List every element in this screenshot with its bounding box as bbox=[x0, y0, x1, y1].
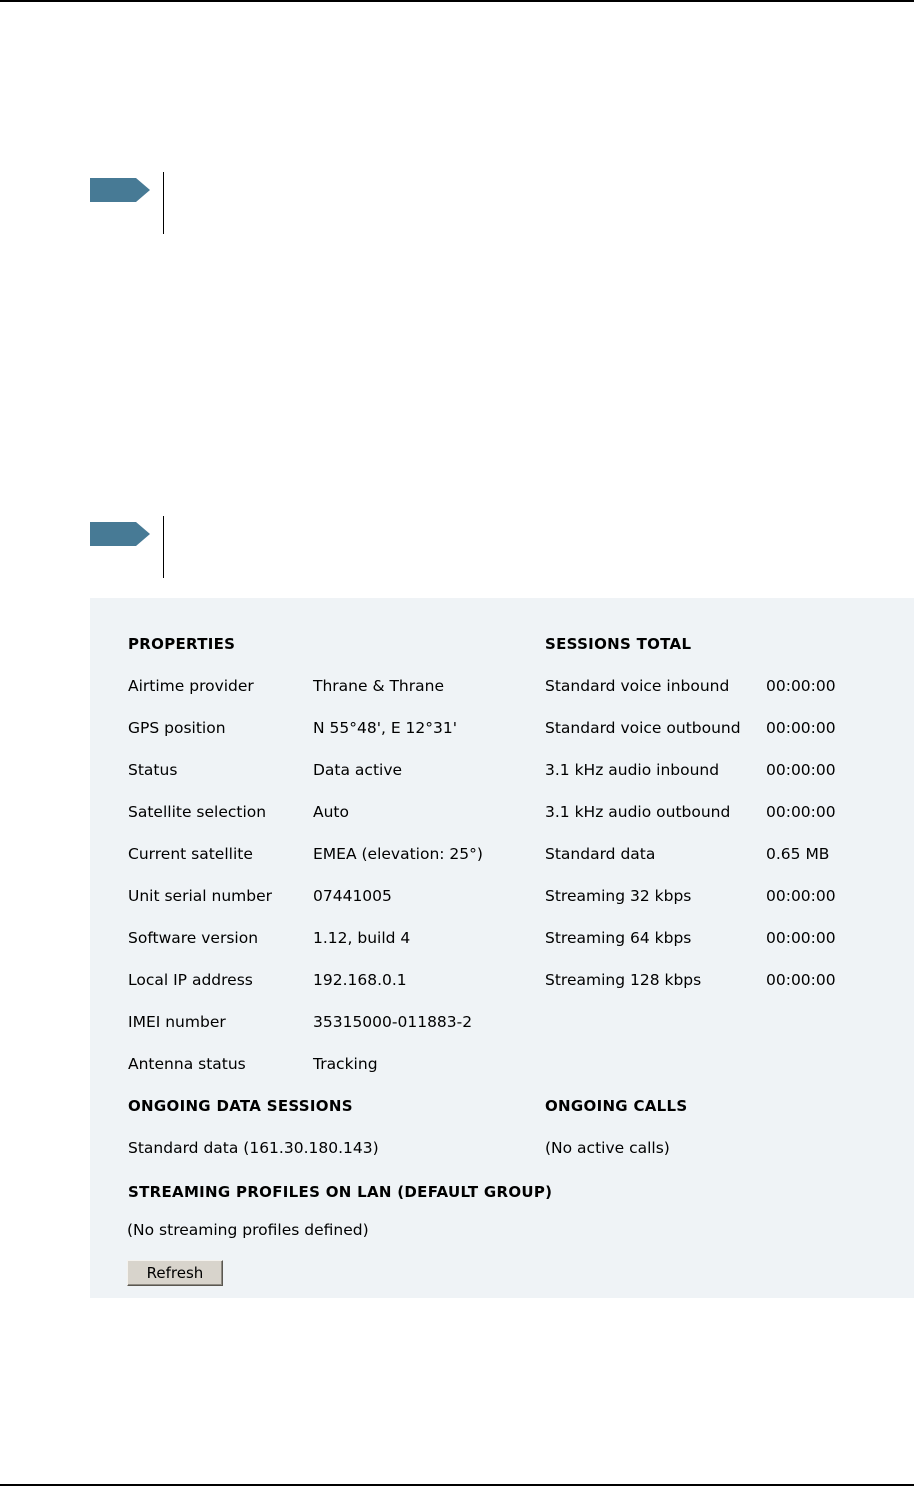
note-marker bbox=[90, 172, 170, 236]
property-value: Data active bbox=[313, 761, 403, 779]
property-label: Satellite selection bbox=[128, 803, 267, 821]
property-label: Software version bbox=[128, 929, 259, 947]
session-label: Standard voice inbound bbox=[545, 677, 730, 695]
session-value: 00:00:00 bbox=[766, 677, 836, 695]
ongoing-data-session-value: Standard data (161.30.180.143) bbox=[128, 1139, 379, 1157]
session-label: Standard voice outbound bbox=[545, 719, 741, 737]
property-value: 35315000-011883-2 bbox=[313, 1013, 473, 1031]
property-value: N 55°48', E 12°31' bbox=[313, 719, 458, 737]
session-value: 00:00:00 bbox=[766, 761, 836, 779]
property-value: 1.12, build 4 bbox=[313, 929, 411, 947]
property-label: Status bbox=[128, 761, 178, 779]
session-label: Streaming 128 kbps bbox=[545, 971, 702, 989]
ongoing-calls-heading: ONGOING CALLS bbox=[545, 1097, 688, 1115]
session-label: 3.1 kHz audio inbound bbox=[545, 761, 720, 779]
session-value: 00:00:00 bbox=[766, 803, 836, 821]
property-label: IMEI number bbox=[128, 1013, 226, 1031]
property-label: Antenna status bbox=[128, 1055, 246, 1073]
bottom-rule bbox=[0, 1484, 914, 1486]
ongoing-data-sessions-heading: ONGOING DATA SESSIONS bbox=[128, 1097, 353, 1115]
session-value: 0.65 MB bbox=[766, 845, 830, 863]
property-value: 07441005 bbox=[313, 887, 392, 905]
top-rule bbox=[0, 0, 914, 2]
note-arrow-icon bbox=[90, 522, 150, 546]
ongoing-calls-value: (No active calls) bbox=[545, 1139, 670, 1157]
properties-heading: PROPERTIES bbox=[128, 635, 236, 653]
note-arrow-icon bbox=[90, 178, 150, 202]
property-label: Local IP address bbox=[128, 971, 253, 989]
property-label: Airtime provider bbox=[128, 677, 254, 695]
streaming-profiles-value: (No streaming profiles defined) bbox=[127, 1221, 369, 1239]
sessions-total-heading: SESSIONS TOTAL bbox=[545, 635, 692, 653]
session-value: 00:00:00 bbox=[766, 719, 836, 737]
note-divider bbox=[163, 516, 164, 578]
property-value: 192.168.0.1 bbox=[313, 971, 407, 989]
session-value: 00:00:00 bbox=[766, 887, 836, 905]
property-value: Thrane & Thrane bbox=[313, 677, 444, 695]
note-divider bbox=[163, 172, 164, 234]
session-label: 3.1 kHz audio outbound bbox=[545, 803, 731, 821]
property-label: Unit serial number bbox=[128, 887, 272, 905]
property-value: Tracking bbox=[313, 1055, 378, 1073]
session-label: Streaming 32 kbps bbox=[545, 887, 692, 905]
property-value: EMEA (elevation: 25°) bbox=[313, 845, 483, 863]
session-label: Streaming 64 kbps bbox=[545, 929, 692, 947]
session-label: Standard data bbox=[545, 845, 656, 863]
dashboard-panel bbox=[90, 598, 914, 1298]
property-label: GPS position bbox=[128, 719, 226, 737]
session-value: 00:00:00 bbox=[766, 929, 836, 947]
property-label: Current satellite bbox=[128, 845, 253, 863]
streaming-profiles-heading: STREAMING PROFILES ON LAN (DEFAULT GROUP) bbox=[128, 1183, 553, 1201]
note-marker bbox=[90, 516, 170, 580]
refresh-button[interactable]: Refresh bbox=[127, 1260, 223, 1286]
session-value: 00:00:00 bbox=[766, 971, 836, 989]
property-value: Auto bbox=[313, 803, 349, 821]
